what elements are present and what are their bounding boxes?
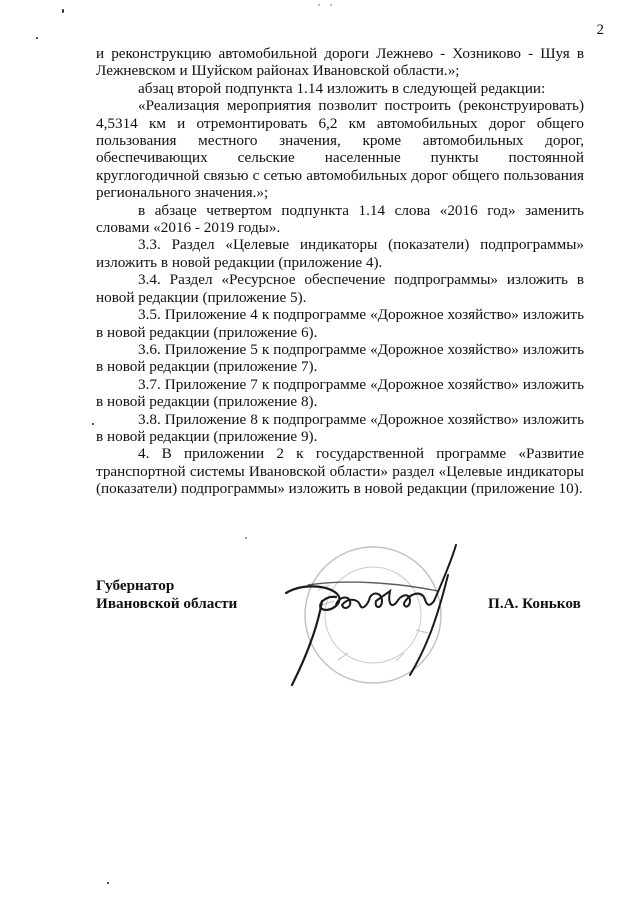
paragraph: 3.3. Раздел «Целевые индикаторы (показатели) подпрограммы» изложить в новой редакции (приложение 4). — [96, 236, 584, 271]
paragraph: 3.4. Раздел «Ресурсное обеспечение подпрограммы» изложить в новой редакции (приложение 5). — [96, 271, 584, 306]
paragraph: в абзаце четвертом подпункта 1.14 слова «2016 год» заменить словами «2016 - 2019 годы». — [96, 201, 584, 237]
signature-stroke — [396, 594, 434, 607]
seal-inner-ring — [325, 567, 421, 663]
signatory-region: Ивановской области — [96, 595, 238, 612]
signature-stroke — [286, 586, 339, 609]
scan-speck — [36, 37, 38, 39]
scan-speck — [62, 9, 64, 13]
signature-stroke — [370, 591, 396, 607]
paragraph: 4. В приложении 2 к государственной программе «Развитие транспортной системы Ивановской области» раздел «Целевые индикаторы (показатели) подпрограммы» изложить в новой редакции (приложение 10). — [96, 445, 584, 498]
paragraph: 3.7. Приложение 7 к подпрограмме «Дорожное хозяйство» изложить в новой редакции (приложение 8). — [96, 375, 584, 411]
paragraph: 3.5. Приложение 4 к подпрограмме «Дорожное хозяйство» изложить в новой редакции (приложение 6). — [96, 306, 584, 341]
signatory-title — [96, 577, 237, 613]
scan-speck — [107, 882, 109, 884]
paragraph: 3.8. Приложение 8 к подпрограмме «Дорожное хозяйство» изложить в новой редакции (приложение 9). — [96, 410, 584, 445]
signatory-name: П.А. Коньков — [488, 595, 581, 612]
scan-speck — [245, 537, 247, 539]
document-body — [96, 45, 584, 498]
paragraph: и реконструкцию автомобильной дороги Лежнево - Хозниково - Шуя в Лежневском и Шуйском районах Ивановской области.»; — [96, 45, 584, 80]
signature-stroke — [292, 601, 322, 685]
signature-stroke — [410, 545, 456, 675]
scan-speck — [330, 4, 332, 6]
seal-and-signature — [278, 535, 468, 725]
scan-speck — [92, 423, 94, 425]
paragraph: 3.6. Приложение 5 к подпрограмме «Дорожное хозяйство» изложить в новой редакции (приложение 7). — [96, 340, 584, 376]
signature-stroke — [336, 597, 370, 608]
signature-block — [0, 565, 640, 715]
paragraph: «Реализация мероприятия позволит построить (реконструировать) 4,5314 км и отремонтировать 6,2 км автомобильных дорог общего пользования местного значения, кроме автомобильных дорог, обеспечивающих сельские населенные пункты постоянной круглогодичной связью с сетью автомобильных дорог общего пользования регионального значения.»; — [96, 97, 584, 202]
page-number: 2 — [596, 22, 604, 38]
scan-speck — [318, 4, 320, 6]
paragraph: абзац второй подпункта 1.14 изложить в следующей редакции: — [138, 79, 546, 97]
signatory-position: Губернатор — [96, 577, 175, 594]
